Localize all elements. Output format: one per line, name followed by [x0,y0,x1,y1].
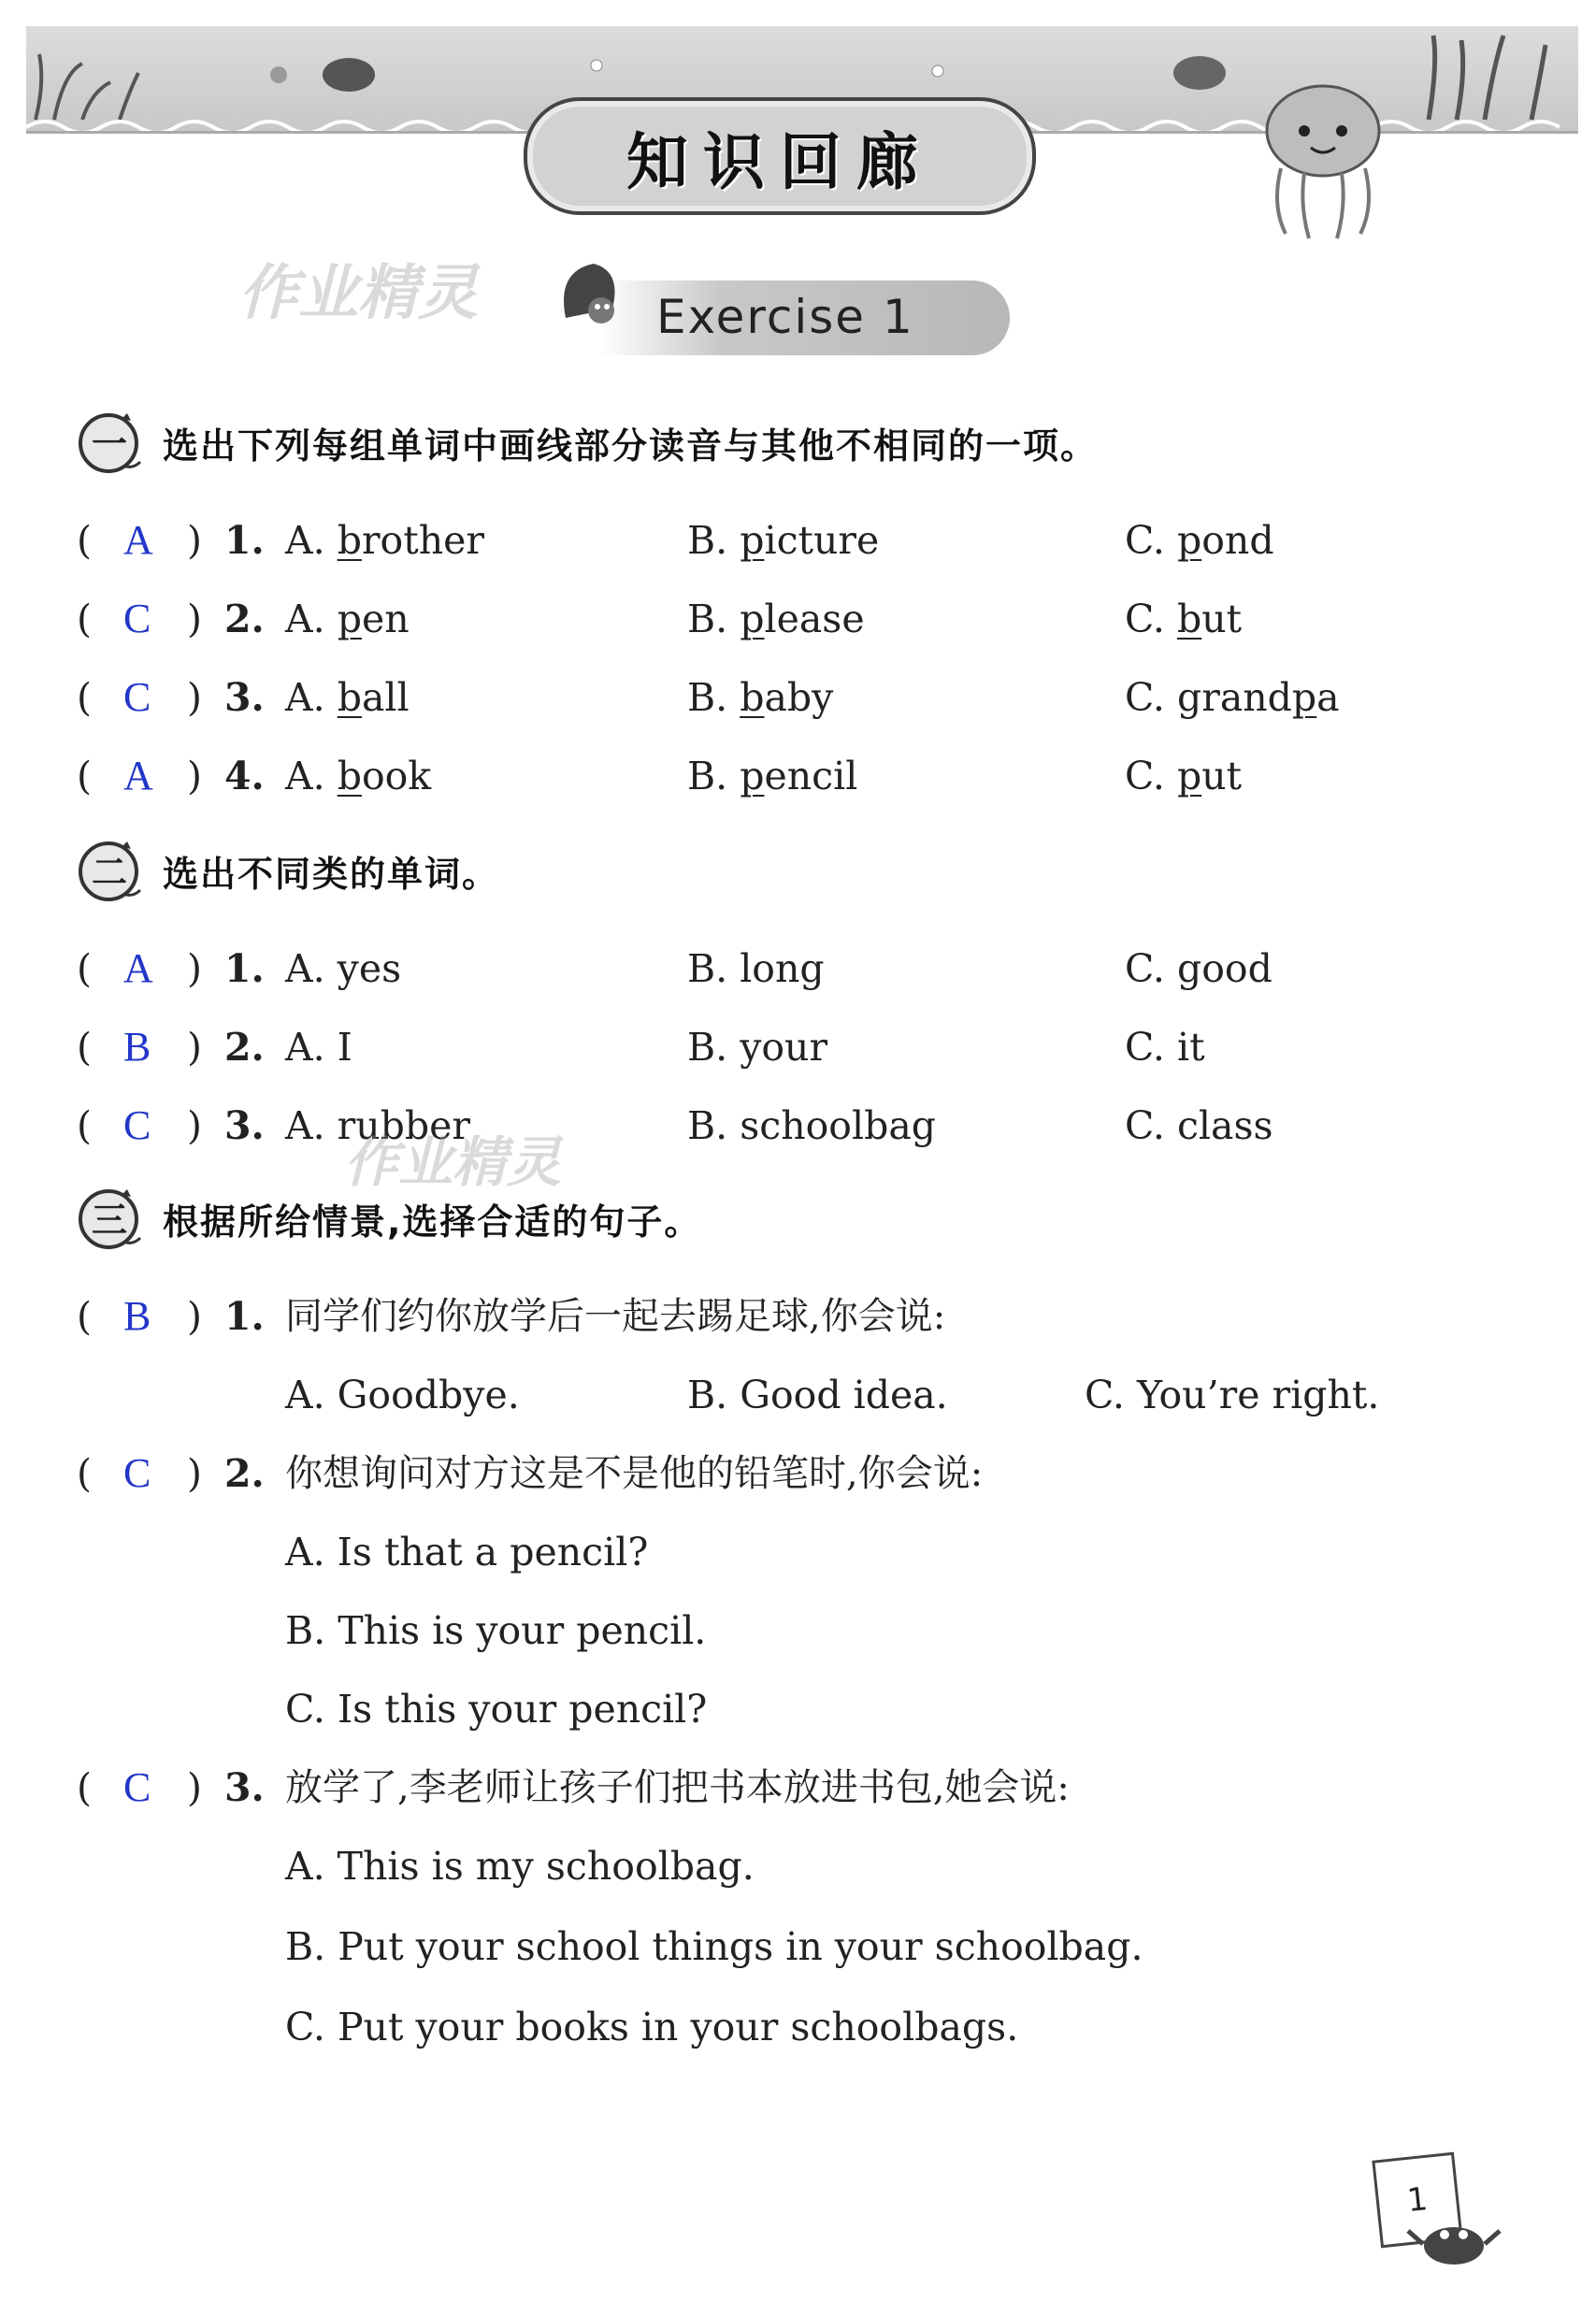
watermark: 作业精灵 [344,1130,562,1194]
page-number: 1 [1405,2179,1430,2221]
answer-mark: A [123,753,153,798]
option-b: B. your [687,1025,828,1070]
paren-right: ) [187,597,202,641]
paren-right: ) [187,1294,202,1339]
paren-right: ) [187,754,202,798]
option-a: A. pen [285,597,410,641]
hermit-crab-icon [547,252,631,337]
option-a: A. This is my schoolbag. [285,1844,755,1889]
question-row [0,591,1596,647]
option-c: C. Put your books in your schoolbags. [285,2005,1019,2049]
question-row [0,1019,1596,1075]
question-number: 1. [224,518,265,563]
option-c: C. but [1125,597,1243,641]
section-3-heading [75,1186,701,1251]
paren-left: ( [77,597,92,641]
watermark: 作业精灵 [238,259,478,328]
paren-left: ( [77,518,92,563]
section-number: 二 [92,852,128,893]
section-badge [75,838,148,903]
question-number: 3. [224,1103,265,1148]
jellyfish-icon [1244,65,1402,243]
option-c: C. grandpa [1125,675,1340,720]
paren-right: ) [187,946,202,991]
paren-left: ( [77,1294,92,1339]
option-a: A. brother [285,518,484,563]
option-b: B. picture [687,518,880,563]
option-b: B. Put your school things in your schoolbag. [285,1924,1143,1969]
option-a: A. Is that a pencil? [285,1530,649,1575]
section-badge [75,1186,148,1251]
answer-mark: A [123,517,153,563]
paren-right: ) [187,1765,202,1810]
answer-mark: C [123,1764,151,1810]
answer-mark: C [123,596,151,641]
option-a: A. Goodbye. [285,1373,520,1417]
option-a: A. ball [285,675,410,720]
option-b: B. Good idea. [687,1373,948,1417]
exercise-label: Exercise 1 [656,290,914,344]
question-row [0,1288,1596,1345]
question-number: 2. [224,1451,265,1496]
paren-left: ( [77,1765,92,1810]
section-number: 三 [92,1200,128,1241]
option-c: C. Is this your pencil? [285,1687,708,1732]
question-number: 1. [224,1294,265,1339]
question-row [0,941,1596,997]
section-2-heading [75,838,499,903]
paren-right: ) [187,1103,202,1148]
option-b: B. baby [687,675,834,720]
option-c: C. pond [1125,518,1274,563]
question-number: 1. [224,946,265,991]
exercise-tab [598,280,1010,355]
paren-left: ( [77,1025,92,1070]
paren-right: ) [187,1451,202,1496]
page-title-plate [524,97,1036,215]
section-number: 一 [92,424,128,465]
paren-right: ) [187,675,202,720]
option-a: A. yes [285,946,402,991]
question-row [0,1760,1596,1816]
answer-mark: C [123,674,151,720]
section-badge [75,410,148,475]
option-c: C. good [1125,946,1272,991]
section-title: 根据所给情景,选择合适的句子。 [163,1201,702,1243]
question-number: 3. [224,675,265,720]
paren-left: ( [77,1451,92,1496]
question-row [0,512,1596,568]
question-number: 3. [224,1765,265,1810]
option-a: A. book [285,754,432,798]
option-b: B. pencil [687,754,858,798]
page-title: 知识回廊 [626,125,933,198]
question-row [0,1098,1596,1154]
paren-left: ( [77,754,92,798]
answer-mark: C [123,1102,151,1148]
question-number: 4. [224,754,265,798]
section-1-heading [75,410,1098,475]
section-title: 选出不同类的单词。 [163,853,500,895]
question-number: 2. [224,1025,265,1070]
option-c: C. it [1125,1025,1205,1070]
option-b: B. schoolbag [687,1103,937,1148]
crab-icon [1402,2207,1505,2272]
paren-right: ) [187,518,202,563]
option-b: B. long [687,946,825,991]
option-c: C. class [1125,1103,1273,1148]
paren-left: ( [77,1103,92,1148]
question-number: 2. [224,597,265,641]
answer-mark: B [123,1293,151,1339]
question-text: 你想询问对方这是不是他的铅笔时,你会说: [285,1452,984,1495]
option-a: A. I [285,1025,352,1070]
option-c: C. You’re right. [1085,1373,1380,1417]
answer-mark: B [123,1024,151,1070]
answer-mark: C [123,1450,151,1496]
option-c: C. put [1125,754,1243,798]
answer-mark: A [123,945,153,991]
option-a: A. rubber [285,1103,471,1148]
section-title: 选出下列每组单词中画线部分读音与其他不相同的一项。 [163,424,1099,467]
question-text: 放学了,李老师让孩子们把书本放进书包,她会说: [285,1766,1070,1809]
option-b: B. please [687,597,865,641]
question-row [0,748,1596,804]
paren-right: ) [187,1025,202,1070]
question-text: 同学们约你放学后一起去踢足球,你会说: [285,1295,946,1338]
paren-left: ( [77,946,92,991]
paren-left: ( [77,675,92,720]
question-row [0,669,1596,726]
question-row [0,1445,1596,1502]
option-b: B. This is your pencil. [285,1608,707,1653]
